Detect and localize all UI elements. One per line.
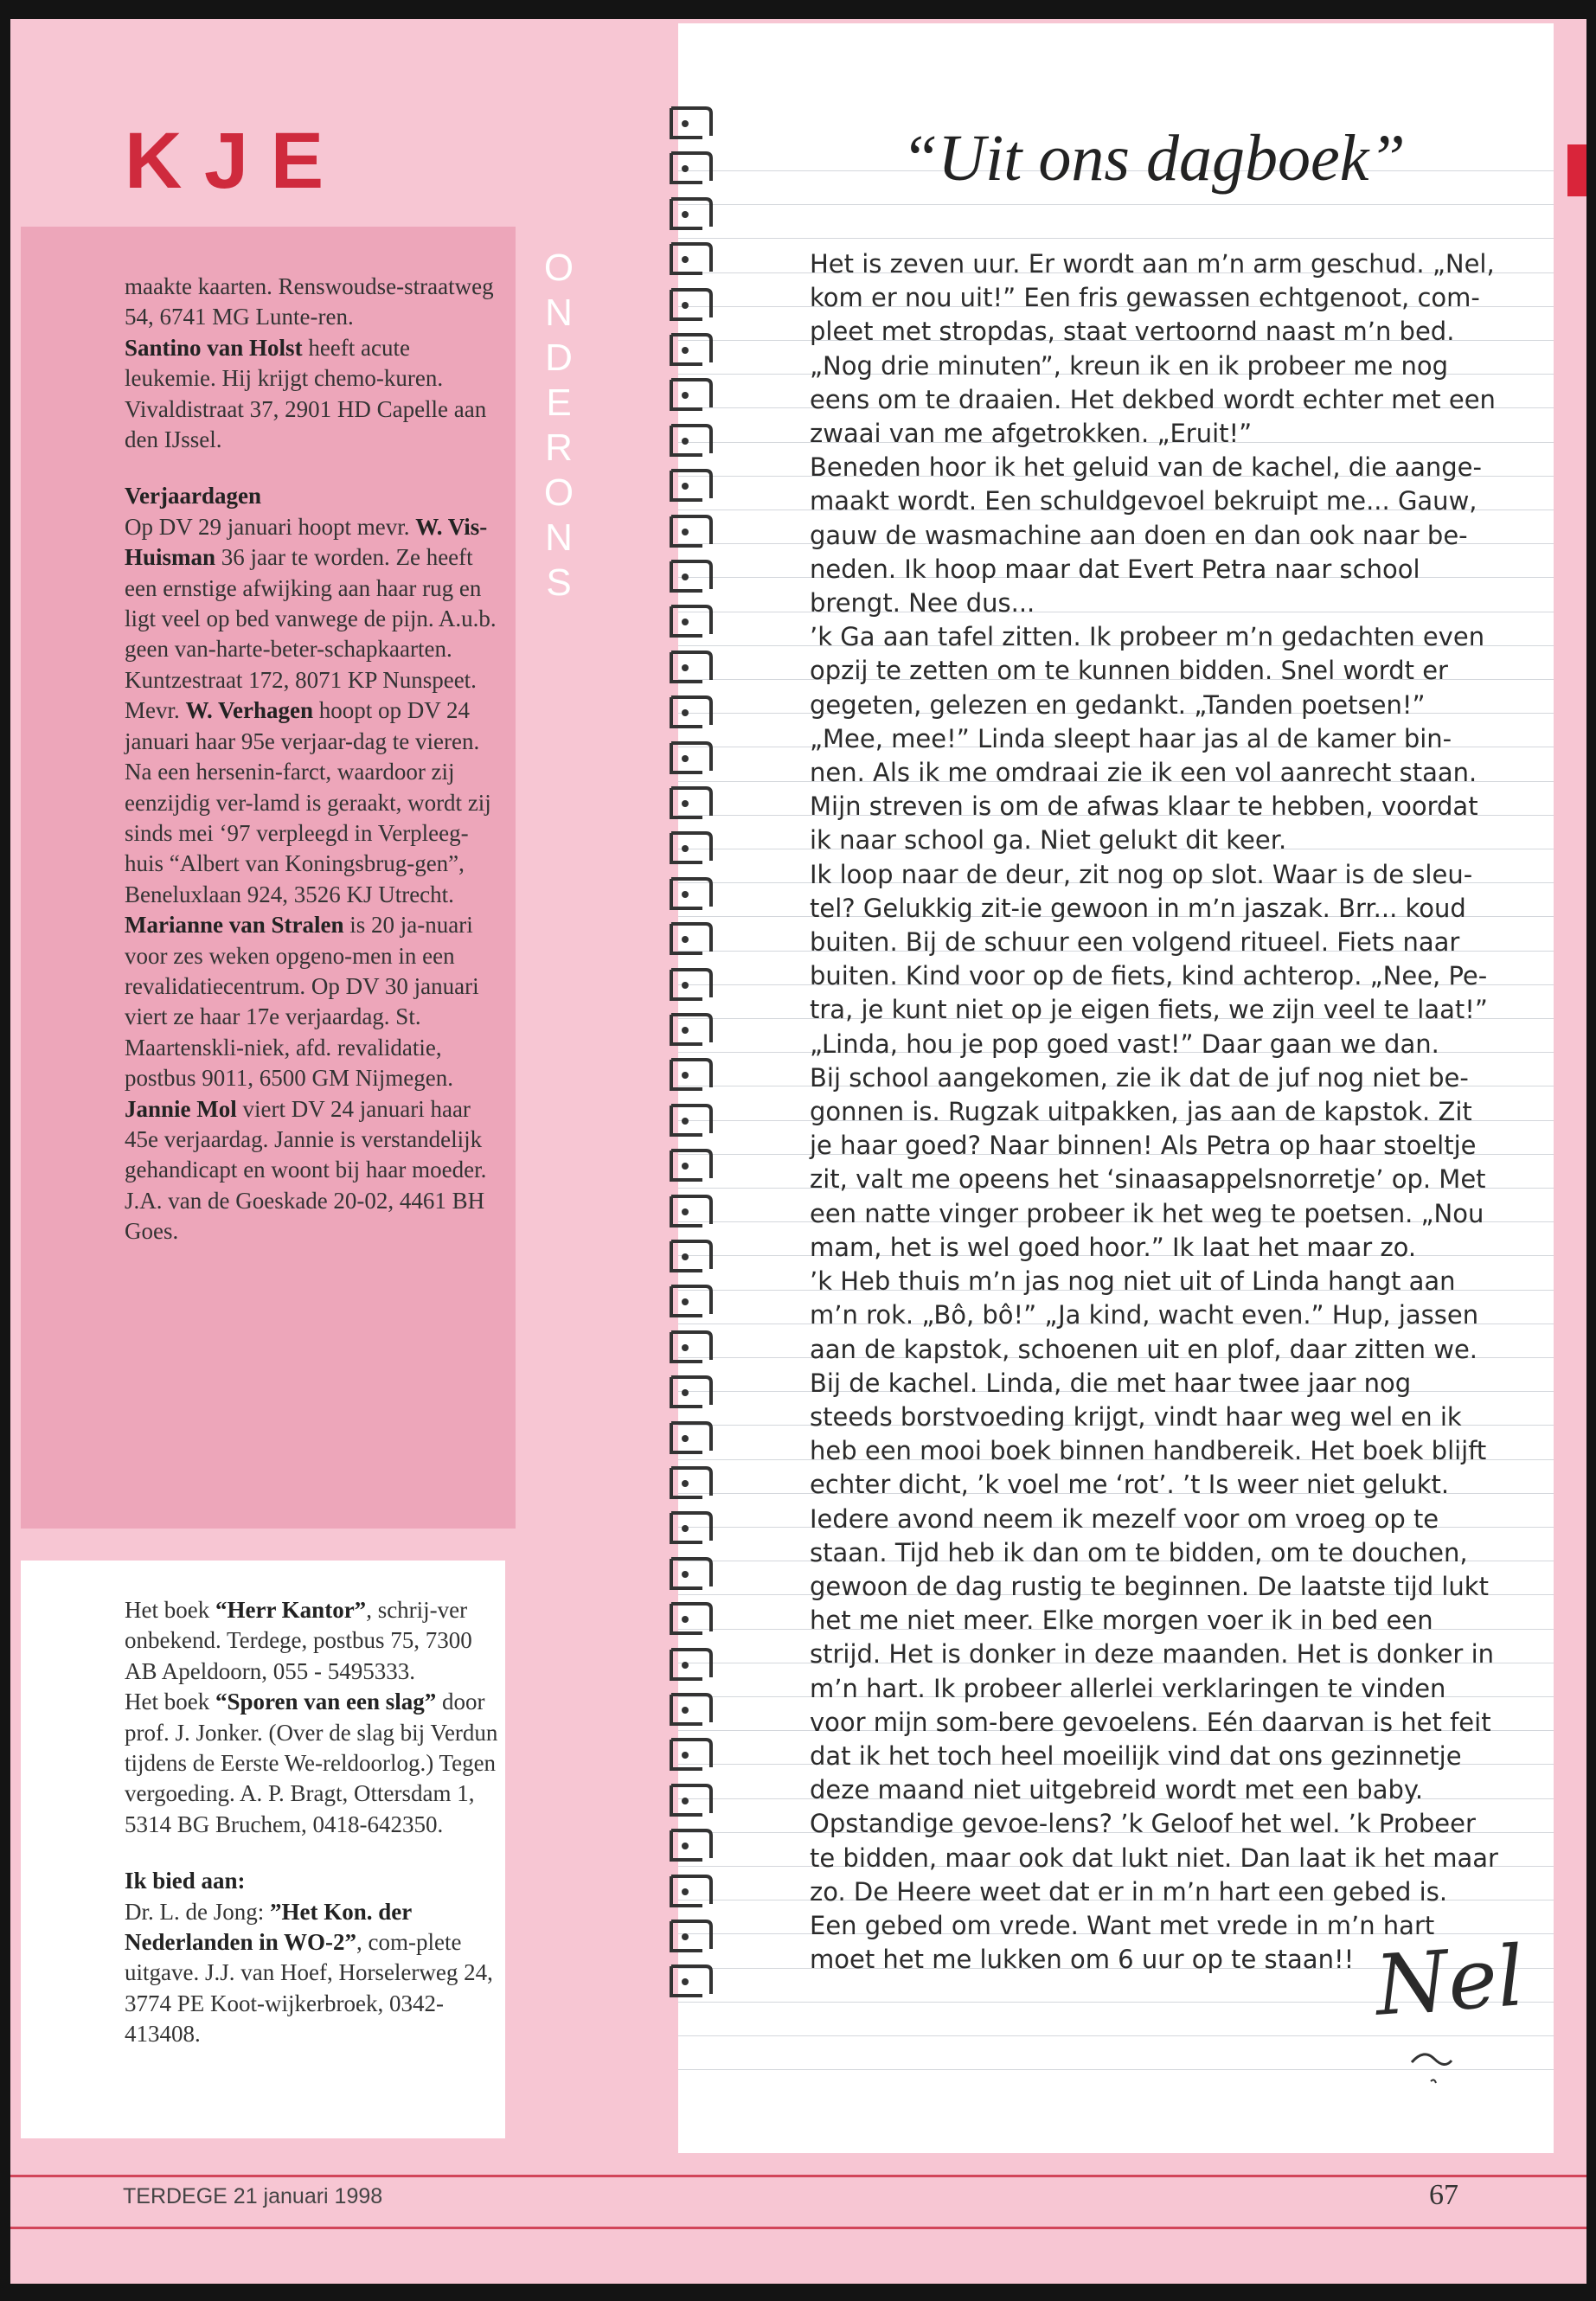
bottom-pink-strip bbox=[10, 2230, 1586, 2284]
classified-body: , schrij-ver onbekend. Terdege, postbus 75, 7300 AB Apeldoorn, 055 - 5495333. bbox=[125, 1597, 472, 1684]
section-label-letter: N bbox=[545, 292, 573, 334]
spiral-coil-icon bbox=[668, 510, 716, 554]
section-title-fragment: K J E bbox=[125, 117, 324, 205]
spiral-coil-icon bbox=[668, 1597, 716, 1642]
classified-item bbox=[125, 1687, 505, 1840]
diary-paragraph: Het is zeven uur. Er wordt aan m’n arm geschud. „Nel, kom er nou uit!” Een fris gewassen echtgenoot, com-pleet met stropdas, staat vertoornd naast m’n bed. „Nog drie minuten”, kreun ik en ik probeer me nog eens om te draaien. Het dekbed wordt echter met een zwaai van me afgetrokken. „Eruit!” bbox=[810, 249, 1496, 449]
section-label-vertical bbox=[533, 246, 585, 606]
spiral-coil-icon bbox=[668, 872, 716, 917]
announcement-paragraph bbox=[125, 512, 505, 695]
spiral-coil-icon bbox=[668, 1189, 716, 1234]
spiral-coil-icon bbox=[668, 464, 716, 509]
spiral-coil-icon bbox=[668, 192, 716, 237]
diary-title: “Uit ons dagboek” bbox=[901, 122, 1406, 195]
section-label-letter: R bbox=[545, 426, 573, 469]
classified-item bbox=[125, 1595, 505, 1687]
book-title: “Sporen van een slag” bbox=[215, 1689, 437, 1715]
footer-rule-bottom bbox=[10, 2227, 1586, 2229]
spiral-coil-icon bbox=[668, 781, 716, 826]
spiral-coil-icon bbox=[668, 645, 716, 690]
spiral-coil-icon bbox=[668, 917, 716, 962]
book-title: ”Het Kon. der Nederlanden in WO-2” bbox=[125, 1898, 412, 1956]
section-label-letter: N bbox=[545, 516, 573, 559]
book-title: “Herr Kantor” bbox=[215, 1597, 367, 1623]
spiral-coil-icon bbox=[668, 1823, 716, 1868]
classifieds-text bbox=[125, 1595, 505, 2050]
diary-paragraph: ’k Heb thuis m’n jas nog niet uit of Linda hangt aan m’n rok. „Bô, bô!” „Ja kind, wacht even.” Hup, jassen aan de kapstok, schoenen uit en plof, daar zitten we. Bij de kachel. Linda, die met haar twee jaar nog steeds borstvoeding krijgt, vindt haar weg wel en ik heb een mooi boek binnen handbereik. Het boek blijft echter dicht, ’k voel me ‘rot’. ’t Is weer niet gelukt. Iedere avond neem ik mezelf voor om vroeg op te staan. Tijd heb ik dan om te bidden, om te douchen, gewoon de dag rustig te beginnen. De laatste tijd lukt het me niet meer. Elke morgen voer ik in bed een strijd. Het is donker in deze maanden. Het is donker in m’n hart. Ik probeer allerlei verklaringen te vinden voor mijn som-bere gevoelens. Eén daarvan is het feit dat ik het toch heel moeilijk vind dat ons gezinnetje deze maand niet uitgebreid wordt met een baby. Opstandige gevoe-lens? ’k Geloof het wel. ’k Probeer te bidden, maar ook dat lukt niet. Dan laat ik het maar zo. De Heere weet dat er in m’n hart een gebed is. Een gebed om vrede. Want met vrede in m’n hart moet het me lukken om 6 uur op te staan!! bbox=[810, 1266, 1498, 1975]
spiral-coil-icon bbox=[668, 1279, 716, 1324]
spiral-coil-icon bbox=[668, 373, 716, 418]
publication-line: TERDEGE 21 januari 1998 bbox=[123, 2184, 383, 2208]
person-name: Marianne van Stralen bbox=[125, 912, 344, 939]
announcement-paragraph bbox=[125, 333, 505, 456]
diary-text bbox=[810, 247, 1502, 1977]
announcement-paragraph bbox=[125, 910, 505, 1093]
offer-heading-text: Ik bied aan: bbox=[125, 1868, 246, 1894]
announcements-text bbox=[125, 272, 505, 1247]
spiral-coil-icon bbox=[668, 554, 716, 599]
classified-body: Het boek bbox=[125, 1597, 215, 1623]
person-name: W. Vis-Huisman bbox=[125, 513, 488, 571]
section-label-letter: O bbox=[543, 247, 574, 289]
ruled-line bbox=[678, 238, 1554, 239]
spiral-coil-icon bbox=[668, 1053, 716, 1098]
spiral-coil-icon bbox=[668, 1506, 716, 1551]
announcement-paragraph bbox=[125, 695, 505, 910]
person-name: Jannie Mol bbox=[125, 1095, 237, 1122]
birthdays-heading bbox=[125, 481, 505, 511]
spiral-coil-icon bbox=[668, 826, 716, 871]
spiral-coil-icon bbox=[668, 963, 716, 1008]
spiral-coil-icon bbox=[668, 1234, 716, 1279]
announcement-body: heeft acute leukemie. Hij krijgt chemo-kuren. Vivaldistraat 37, 2901 HD Capelle aan den IJssel. bbox=[125, 334, 487, 453]
spiral-coil-icon bbox=[668, 419, 716, 464]
announcement-body: is 20 ja-nuari voor zes weken opgeno-men in een revalidatiecentrum. Op DV 30 januari viert ze haar 17e verjaardag. St. Maartenskli-niek, afd. revalidatie, postbus 9011, 6500 GM Nijmegen. bbox=[125, 912, 479, 1092]
offer-heading bbox=[125, 1866, 505, 1896]
person-name: W. Verhagen bbox=[185, 697, 314, 724]
person-name: Santino van Holst bbox=[125, 334, 303, 361]
announcement-body: 36 jaar te worden. Ze heeft een ernstige afwijking aan haar rug en ligt veel op bed vanwege de pijn. A.u.b. geen van-harte-beter-schapkaarten. Kuntzestraat 172, 8071 KP Nunspeet. bbox=[125, 544, 497, 693]
spiral-coil-icon bbox=[668, 1416, 716, 1461]
birthdays-heading-text: Verjaardagen bbox=[125, 483, 261, 510]
section-label-letter: E bbox=[546, 381, 572, 424]
spiral-coil-icon bbox=[668, 146, 716, 191]
spiral-coil-icon bbox=[668, 1688, 716, 1733]
section-label-letter: S bbox=[546, 561, 572, 604]
ruled-line bbox=[678, 2035, 1554, 2036]
spiral-coil-icon bbox=[668, 599, 716, 644]
spiral-coil-icon bbox=[668, 690, 716, 735]
spiral-coil-icon bbox=[668, 1552, 716, 1597]
page-number: 67 bbox=[1429, 2179, 1458, 2211]
spiral-coil-icon bbox=[668, 1914, 716, 1959]
spiral-coil-icon bbox=[668, 1461, 716, 1506]
footer-rule-top bbox=[10, 2175, 1586, 2177]
spiral-coil-icon bbox=[668, 1869, 716, 1914]
announcement-paragraph: maakte kaarten. Renswoudse-straatweg 54, 6741 MG Lunte-ren. bbox=[125, 273, 494, 330]
spiral-coil-icon bbox=[668, 328, 716, 373]
announcement-paragraph bbox=[125, 1094, 505, 1247]
spiral-coil-icon bbox=[668, 1144, 716, 1189]
magazine-page bbox=[10, 19, 1586, 2284]
spiral-coil-icon bbox=[668, 736, 716, 781]
spiral-coil-icon bbox=[668, 1733, 716, 1778]
announcement-body: viert DV 24 januari haar 45e verjaardag. Jannie is verstandelijk gehandicapt en woont bij haar moeder. J.A. van de Goeskade 20-02, 4461 BH Goes. bbox=[125, 1095, 487, 1245]
spiral-coil-icon bbox=[668, 1643, 716, 1688]
section-label-letter: O bbox=[543, 471, 574, 514]
classified-item bbox=[125, 1897, 505, 2050]
announcement-body: Op DV 29 januari hoopt mevr. bbox=[125, 513, 416, 540]
spiral-coil-icon bbox=[668, 1779, 716, 1823]
spiral-coil-icon bbox=[668, 1325, 716, 1370]
signature: Nel bbox=[1372, 1927, 1528, 2035]
spiral-coil-icon bbox=[668, 1099, 716, 1144]
diary-paragraph: Beneden hoor ik het geluid van de kachel, die aange-maakt wordt. Een schuldgevoel bekruipt me... Gauw, gauw de wasmachine aan doen en dan ook naar be-neden. Ik hoop maar dat Evert Petra naar school brengt. Nee dus... bbox=[810, 452, 1482, 619]
classified-body: , com-plete uitgave. J.J. van Hoef, Horselerweg 24, 3774 PE Koot-wijkerbroek, 0342-413408. bbox=[125, 1929, 493, 2048]
spiral-coil-icon bbox=[668, 1370, 716, 1415]
signature-flourish-icon bbox=[1405, 2043, 1457, 2095]
diary-paragraph: Ik loop naar de deur, zit nog op slot. Waar is de sleu-tel? Gelukkig zit-ie gewoon in m’n jaszak. Brr... koud buiten. Bij de schuur een volgend ritueel. Fiets naar buiten. Kind voor op de fiets, kind achterop. „Nee, Pe-tra, je kunt niet op je eigen fiets, we zijn veel te laat!” „Linda, hou je pop goed vast!” Daar gaan we dan. bbox=[810, 859, 1488, 1059]
spiral-binding bbox=[668, 101, 716, 2004]
classified-body: Dr. L. de Jong: bbox=[125, 1898, 270, 1925]
classified-body: door prof. J. Jonker. (Over de slag bij Verdun tijdens de Eerste We-reldoorlog.) Tegen vergoeding. A. P. Bragt, Ottersdam 1, 5314 BG Bruchem, 0418-642350. bbox=[125, 1689, 498, 1837]
diary-paragraph: Bij school aangekomen, zie ik dat de juf nog niet be-gonnen is. Rugzak uitpakken, jas aan de kapstok. Zit je haar goed? Naar binnen! Als Petra op haar stoeltje zit, valt me opeens het ‘sinaasappelsnorretje’ op. Met een natte vinger probeer ik het weg te poetsen. „Nou mam, het is wel goed hoor.” Ik laat het maar zo. bbox=[810, 1062, 1486, 1262]
announcement-body: Mevr. bbox=[125, 697, 186, 724]
ruled-line bbox=[678, 204, 1554, 205]
spiral-coil-icon bbox=[668, 101, 716, 146]
spiral-coil-icon bbox=[668, 1959, 716, 2004]
spiral-coil-icon bbox=[668, 283, 716, 328]
announcement-body: hoopt op DV 24 januari haar 95e verjaar-dag te vieren. Na een hersenin-farct, waardoor zij eenzijdig ver-lamd is geraakt, wordt zij sinds mei ‘97 verpleegd in Verpleeg-huis “Albert van Koningsbrug-gen”, Beneluxlaan 924, 3526 KJ Utrecht. bbox=[125, 697, 491, 907]
diary-paragraph: ’k Ga aan tafel zitten. Ik probeer m’n gedachten even opzij te zetten om te kunnen bidden. Snel wordt er gegeten, gelezen en gedankt. „Tanden poetsen!” „Mee, mee!” Linda sleept haar jas al de kamer bin-nen. Als ik me omdraai zie ik een vol aanrecht staan. Mijn streven is om de afwas klaar te hebben, voordat ik naar school ga. Niet gelukt dit keer. bbox=[810, 622, 1485, 856]
section-label-letter: D bbox=[545, 336, 573, 379]
spiral-coil-icon bbox=[668, 1008, 716, 1053]
spiral-coil-icon bbox=[668, 237, 716, 282]
page-tab-marker bbox=[1567, 144, 1586, 196]
classified-body: Het boek bbox=[125, 1689, 215, 1715]
